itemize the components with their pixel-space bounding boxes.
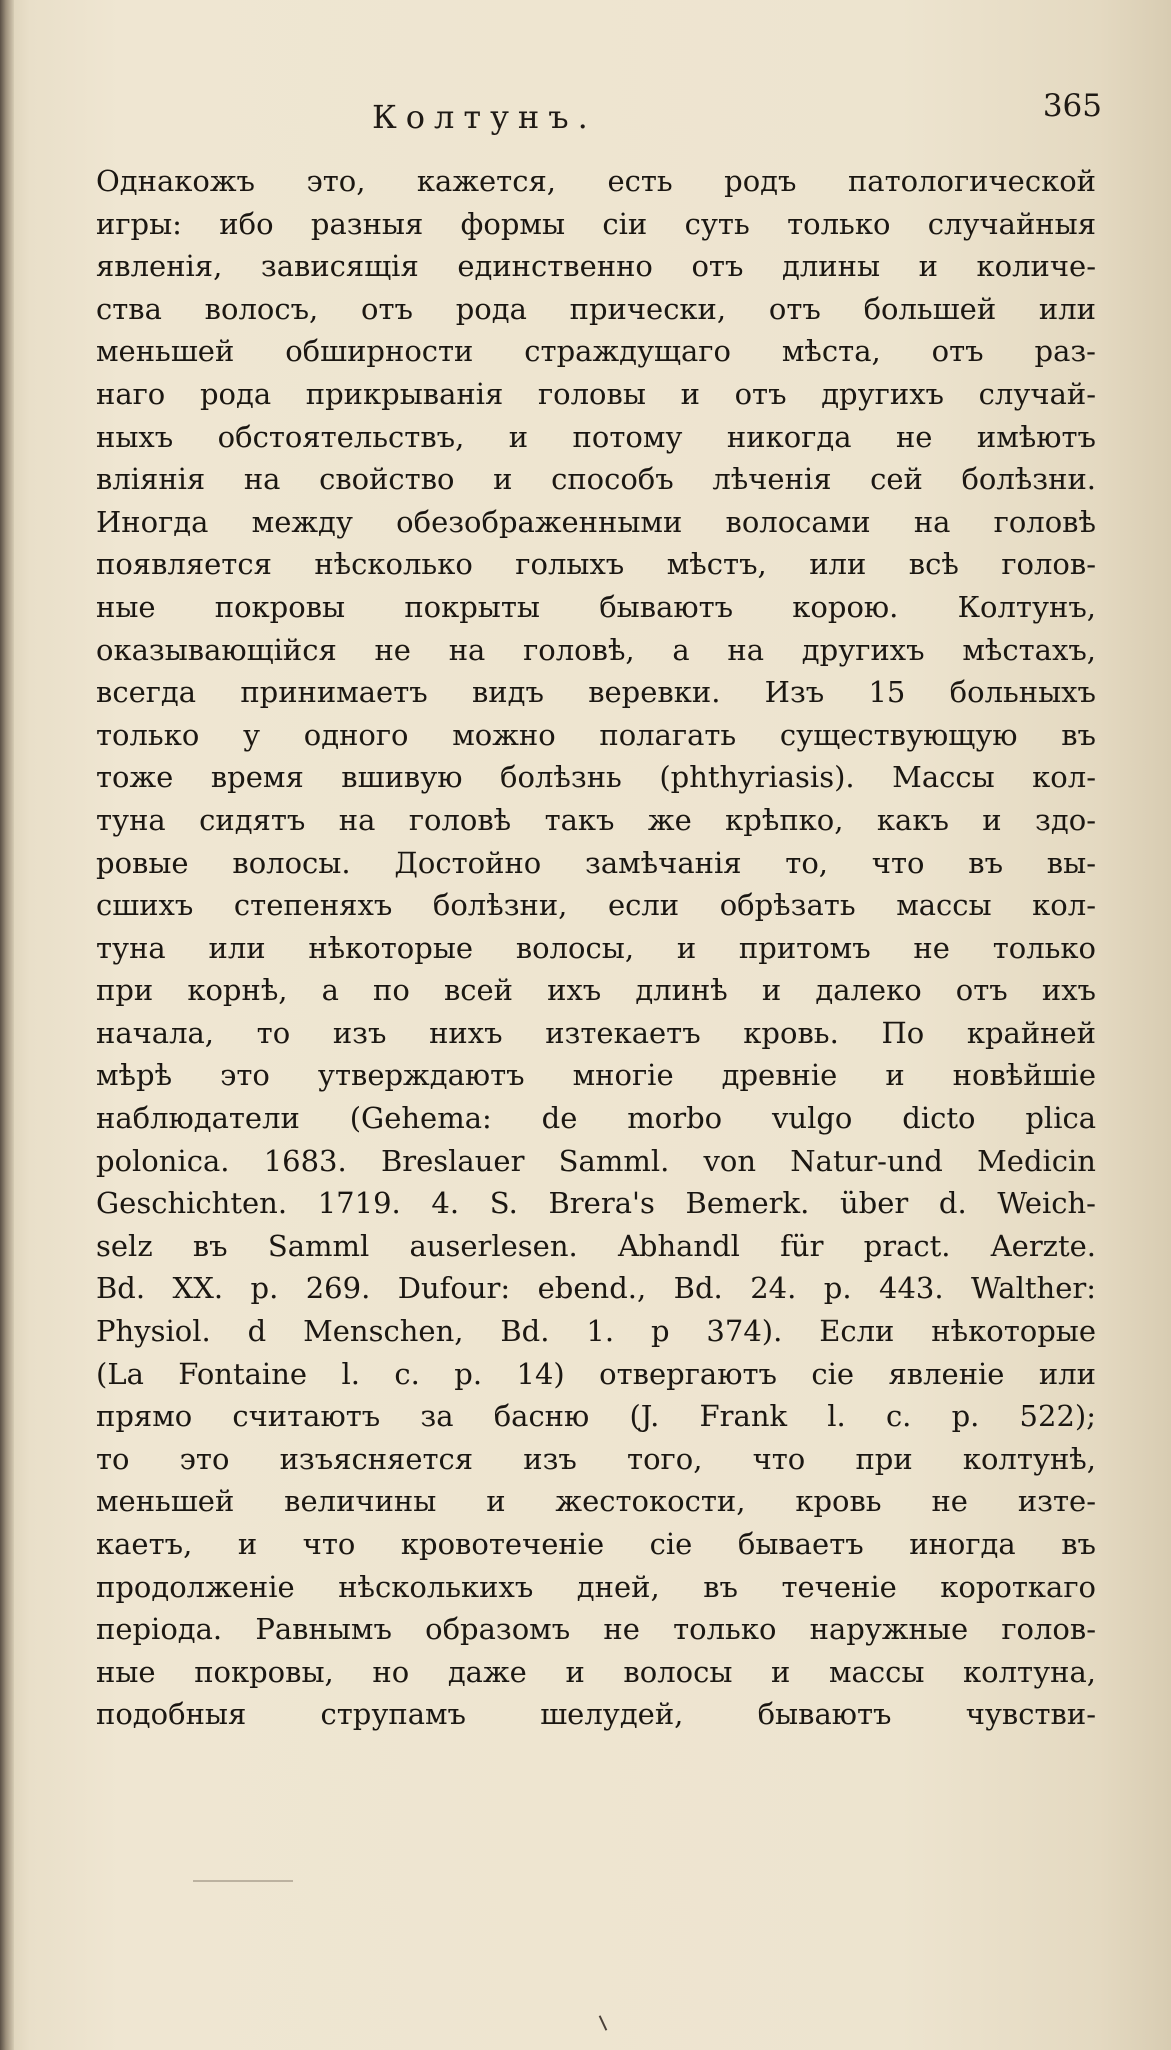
text-line: наблюдатели (Gehema: de morbo vulgo dicto plica	[96, 1101, 1096, 1136]
text-line: ровые волосы. Достойно замѣчанія то, что въ вы-	[96, 845, 1096, 880]
faint-pencil-mark	[193, 1880, 293, 1882]
text-line: при корнѣ, а по всей ихъ длинѣ и далеко отъ ихъ	[96, 973, 1096, 1008]
text-line: всегда принимаетъ видъ веревки. Изъ 15 больныхъ	[96, 675, 1096, 710]
text-line: мѣрѣ это утверждаютъ многіе древніе и новѣйшіе	[96, 1058, 1096, 1093]
text-line: Иногда между обезображенными волосами на головѣ	[96, 504, 1096, 539]
text-line: polonica. 1683. Breslauer Samml. von Natur-und Medicin	[96, 1143, 1096, 1178]
text-line: Physiol. d Menschen, Bd. 1. p 374). Если нѣкоторые	[96, 1314, 1096, 1349]
text-line: сшихъ степеняхъ болѣзни, если обрѣзать массы кол-	[96, 888, 1096, 923]
text-line: ные покровы, но даже и волосы и массы колтуна,	[96, 1654, 1096, 1689]
text-line: меньшей обширности страждущаго мѣста, отъ раз-	[96, 334, 1096, 369]
text-line: тоже время вшивую болѣзнь (phthyriasis). Массы кол-	[96, 760, 1096, 795]
page-header	[92, 88, 1102, 148]
text-line: Geschichten. 1719. 4. S. Brera's Bemerk. über d. Weich-	[96, 1186, 1096, 1221]
text-line: ства волосъ, отъ рода прически, отъ большей или	[96, 291, 1096, 326]
text-line: прямо считаютъ за басню (J. Frank l. c. p. 522);	[96, 1399, 1096, 1434]
text-line: туна сидятъ на головѣ такъ же крѣпко, какъ и здо-	[96, 802, 1096, 837]
text-line: меньшей величины и жестокости, кровь не изте-	[96, 1484, 1096, 1519]
text-line: Bd. XX. p. 269. Dufour: ebend., Bd. 24. p. 443. Walther:	[96, 1271, 1096, 1306]
text-line: періода. Равнымъ образомъ не только наружные голов-	[96, 1612, 1096, 1647]
text-line: ныхъ обстоятельствъ, и потому никогда не имѣютъ	[96, 419, 1096, 454]
running-head: Колтунъ.	[372, 98, 597, 136]
text-line: selz въ Samml auserlesen. Abhandl für pract. Aerzte.	[96, 1228, 1096, 1263]
text-line: оказывающійся не на головѣ, а на другихъ мѣстахъ,	[96, 632, 1096, 667]
text-line: только у одного можно полагать существующую въ	[96, 717, 1096, 752]
body-text	[96, 160, 1096, 1736]
text-line: продолженіе нѣсколькихъ дней, въ теченіе короткаго	[96, 1569, 1096, 1604]
text-line: каетъ, и что кровотеченіе сіе бываетъ иногда въ	[96, 1527, 1096, 1561]
text-line: Однакожъ это, кажется, есть родъ патологической	[96, 164, 1096, 198]
bottom-tick-mark	[599, 2015, 608, 2030]
text-line: явленія, зависящія единственно отъ длины и количе-	[96, 249, 1096, 284]
text-line: вліянія на свойство и способъ лѣченія сей болѣзни.	[96, 462, 1096, 497]
text-line: (La Fontaine l. c. p. 14) отвергаютъ сіе явленіе или	[96, 1356, 1096, 1391]
text-line: начала, то изъ нихъ изтекаетъ кровь. По крайней	[96, 1015, 1096, 1050]
text-line: туна или нѣкоторые волосы, и притомъ не только	[96, 930, 1096, 965]
text-line: появляется нѣсколько голыхъ мѣстъ, или всѣ голов-	[96, 547, 1096, 582]
page-number: 365	[1042, 88, 1102, 124]
page-binding-edge	[0, 0, 14, 2050]
text-line: то это изъясняется изъ того, что при колтунѣ,	[96, 1441, 1096, 1476]
text-line: игры: ибо разныя формы сіи суть только случайныя	[96, 206, 1096, 241]
text-line: подобныя струпамъ шелудей, бываютъ чувстви-	[96, 1697, 1096, 1732]
text-line: ные покровы покрыты бываютъ корою. Колтунъ,	[96, 589, 1096, 624]
text-line: наго рода прикрыванія головы и отъ другихъ случай-	[96, 376, 1096, 411]
